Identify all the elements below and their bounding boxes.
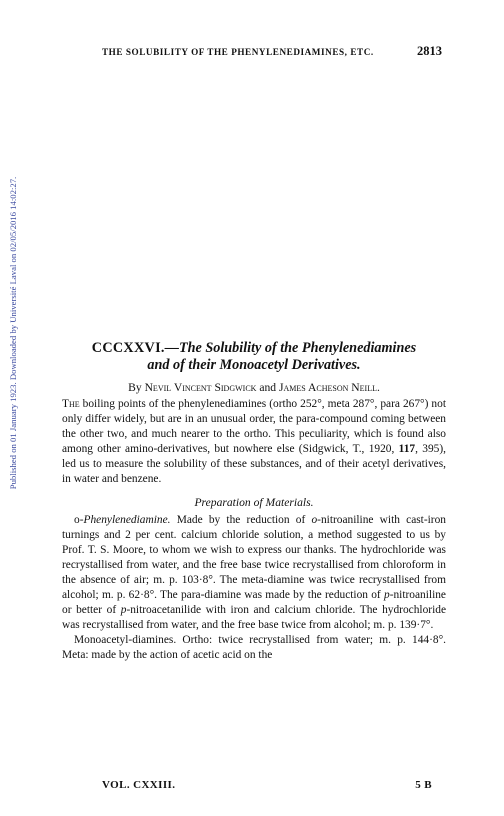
volume-label: VOL. CXXIII.	[102, 779, 176, 791]
byline	[62, 380, 446, 395]
intro-lead: The	[62, 398, 80, 410]
para1-text-2: -nitroaniline with cast-iron turnings and 2 per cent. calcium chloride solution, a method suggested to us by Prof. T. S. Moore, to whom we wish to express our thanks. The hydrochloride was recrystallised from water, and the free base twice recrystallised from chloroform in the absence of air; m. p. 103·8°. The meta-diamine was twice recrystallised from alcohol; m. p. 62·8°. The para-diamine was made by the reduction of	[62, 514, 446, 601]
para1-p-prefix-1: p	[383, 589, 390, 601]
volume-reference: 117	[398, 443, 416, 455]
para1-prefix: o-	[74, 514, 84, 526]
para1-term: Phenylenediamine.	[83, 514, 171, 526]
para1-o-prefix: o	[311, 514, 318, 526]
section-heading: Preparation of Materials.	[194, 496, 314, 509]
para1-text-4: -nitroacetanilide with iron and calcium chloride. The hydrochloride was recrystallised from water, and the free base twice from alcohol; m. p. 139·7°.	[62, 604, 446, 631]
page-footer	[102, 779, 432, 791]
para1-text-3: -nitroaniline or better of	[62, 589, 446, 616]
article-body	[62, 340, 446, 663]
running-title: THE SOLUBILITY OF THE PHENYLENEDIAMINES, ETC.	[102, 47, 374, 57]
article-number: CCCXXVI.	[91, 340, 165, 356]
paragraph-o-phenylenediamine	[62, 513, 446, 633]
intro-paragraph	[62, 397, 446, 487]
author-1: Nevil Vincent Sidgwick	[144, 381, 257, 394]
byline-and: and	[259, 381, 277, 394]
paragraph-monoacetyl: Monoacetyl-diamines. Ortho: twice recrystallised from water; m. p. 144·8°. Meta: made by the action of acetic acid on the	[62, 634, 446, 661]
para1-text-1: Made by the reduction of	[170, 514, 312, 526]
article-title-line2: and of their Monoacetyl Derivatives.	[147, 357, 361, 373]
download-watermark	[6, 128, 20, 538]
intro-text-1: boiling points of the phenylenediamines (ortho 252°, meta 287°, para 267°) not only differ widely, but are in an unusual order, the para-compound coming between the other two, and much nearer to the ortho. This peculiarity, which is found also among other amino-derivatives, but nowhere else (Sidgwick, T., 1920,	[62, 398, 446, 455]
para1-p-prefix-2: p	[120, 604, 127, 616]
signature-mark: 5 B	[415, 779, 432, 791]
byline-by: By	[128, 381, 142, 394]
author-2: James Acheson Neill.	[279, 381, 380, 394]
page-number: 2813	[417, 44, 442, 58]
intro-text-2: , 395), led us to measure the solubility of these substances, and of their acetyl derivatives, in water and benzene.	[62, 443, 446, 485]
download-watermark-text: Published on 01 January 1923. Downloaded by Université Laval on 02/05/2016 14:02:27.	[8, 176, 19, 490]
page-header	[102, 44, 442, 59]
article-title-line1: —The Solubility of the Phenylenediamines	[164, 340, 417, 356]
article-title	[62, 340, 446, 374]
